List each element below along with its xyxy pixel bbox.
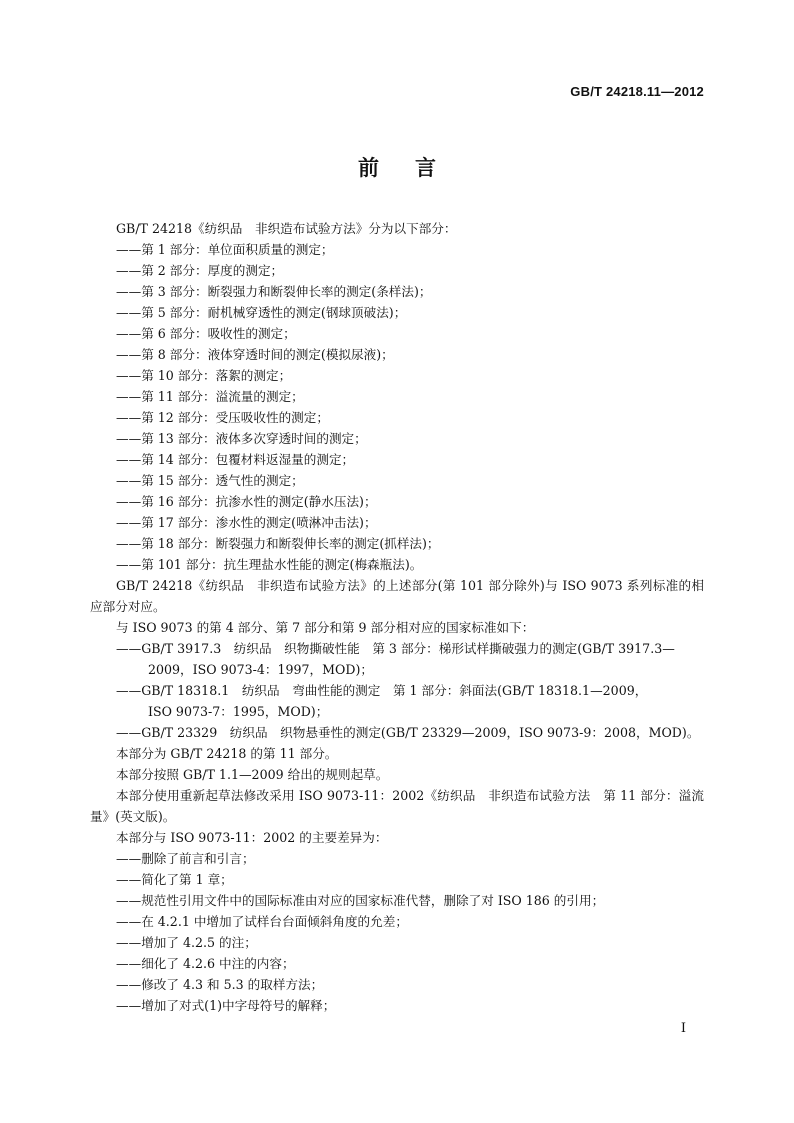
national-intro: 与 ISO 9073 的第 4 部分、第 7 部分和第 9 部分相对应的国家标准如下：: [116, 620, 535, 635]
part-item: ——第 18 部分：断裂强力和断裂伸长率的测定(抓样法)；: [116, 536, 440, 551]
page-number: I: [680, 1021, 686, 1036]
part-item: ——第 11 部分：溢流量的测定；: [116, 389, 304, 404]
part-item: ——第 15 部分：透气性的测定；: [116, 473, 304, 488]
part-item: ——第 1 部分：单位面积质量的测定；: [116, 242, 334, 257]
page-title: 前言: [358, 156, 472, 180]
part-item: ——第 2 部分：厚度的测定；: [116, 263, 284, 278]
rule-paragraph: 本部分按照 GB/T 1.1—2009 给出的规则起草。: [116, 767, 389, 782]
part-item: ——第 10 部分：落絮的测定；: [116, 368, 292, 383]
national-item-line: ——GB/T 3917.3 纺织品 织物撕破性能 第 3 部分：梯形试样撕破强力的测定(GB/T 3917.3—: [116, 641, 675, 656]
difference-item: ——修改了 4.3 和 5.3 的取样方法；: [116, 977, 324, 992]
method-paragraph: 本部分使用重新起草法修改采用 ISO 9073-11：2002《纺织品 非织造布试验方法 第 11 部分：溢流量》(英文版)。: [90, 788, 704, 824]
foreword-body: [90, 218, 704, 1016]
difference-item: ——增加了对式(1)中字母符号的解释；: [116, 998, 336, 1013]
national-item-continuation: 2009，ISO 9073-4：1997，MOD)；: [148, 662, 373, 677]
national-item-line: ——GB/T 23329 纺织品 织物悬垂性的测定(GB/T 23329—2009，ISO 9073-9：2008，MOD)。: [116, 725, 700, 740]
difference-item: ——细化了 4.2.6 中注的内容；: [116, 956, 295, 971]
part-item: ——第 13 部分：液体多次穿透时间的测定；: [116, 431, 367, 446]
difference-item: ——在 4.2.1 中增加了试样台台面倾斜角度的允差；: [116, 914, 408, 929]
part-item: ——第 8 部分：液体穿透时间的测定(模拟尿液)；: [116, 347, 394, 362]
difference-item: ——增加了 4.2.5 的注；: [116, 935, 257, 950]
difference-item: ——简化了第 1 章；: [116, 872, 233, 887]
part-paragraph: 本部分为 GB/T 24218 的第 11 部分。: [116, 746, 338, 761]
intro-paragraph: GB/T 24218《纺织品 非织造布试验方法》分为以下部分：: [116, 221, 457, 236]
part-item: ——第 6 部分：吸收性的测定；: [116, 326, 296, 341]
part-item: ——第 12 部分：受压吸收性的测定；: [116, 410, 329, 425]
standard-code: GB/T 24218.11—2012: [570, 84, 704, 99]
difference-item: ——规范性引用文件中的国际标准由对应的国家标准代替，删除了对 ISO 186 的引用；: [116, 893, 605, 908]
correspondence-paragraph: GB/T 24218《纺织品 非织造布试验方法》的上述部分(第 101 部分除外)与 ISO 9073 系列标准的相应部分对应。: [90, 578, 704, 614]
national-item-line: ——GB/T 18318.1 纺织品 弯曲性能的测定 第 1 部分：斜面法(GB/T 18318.1—2009，: [116, 683, 648, 698]
part-item: ——第 5 部分：耐机械穿透性的测定(钢球顶破法)；: [116, 305, 407, 320]
national-item-continuation: ISO 9073-7：1995，MOD)；: [148, 704, 329, 719]
part-item: ——第 16 部分：抗渗水性的测定(静水压法)；: [116, 494, 377, 509]
difference-item: ——删除了前言和引言；: [116, 851, 255, 866]
part-item: ——第 101 部分：抗生理盐水性能的测定(梅森瓶法)。: [116, 557, 423, 572]
part-item: ——第 14 部分：包覆材料返湿量的测定；: [116, 452, 355, 467]
part-item: ——第 3 部分：断裂强力和断裂伸长率的测定(条样法)；: [116, 284, 432, 299]
part-item: ——第 17 部分：渗水性的测定(喷淋冲击法)；: [116, 515, 377, 530]
differences-intro: 本部分与 ISO 9073-11：2002 的主要差异为：: [116, 830, 388, 845]
